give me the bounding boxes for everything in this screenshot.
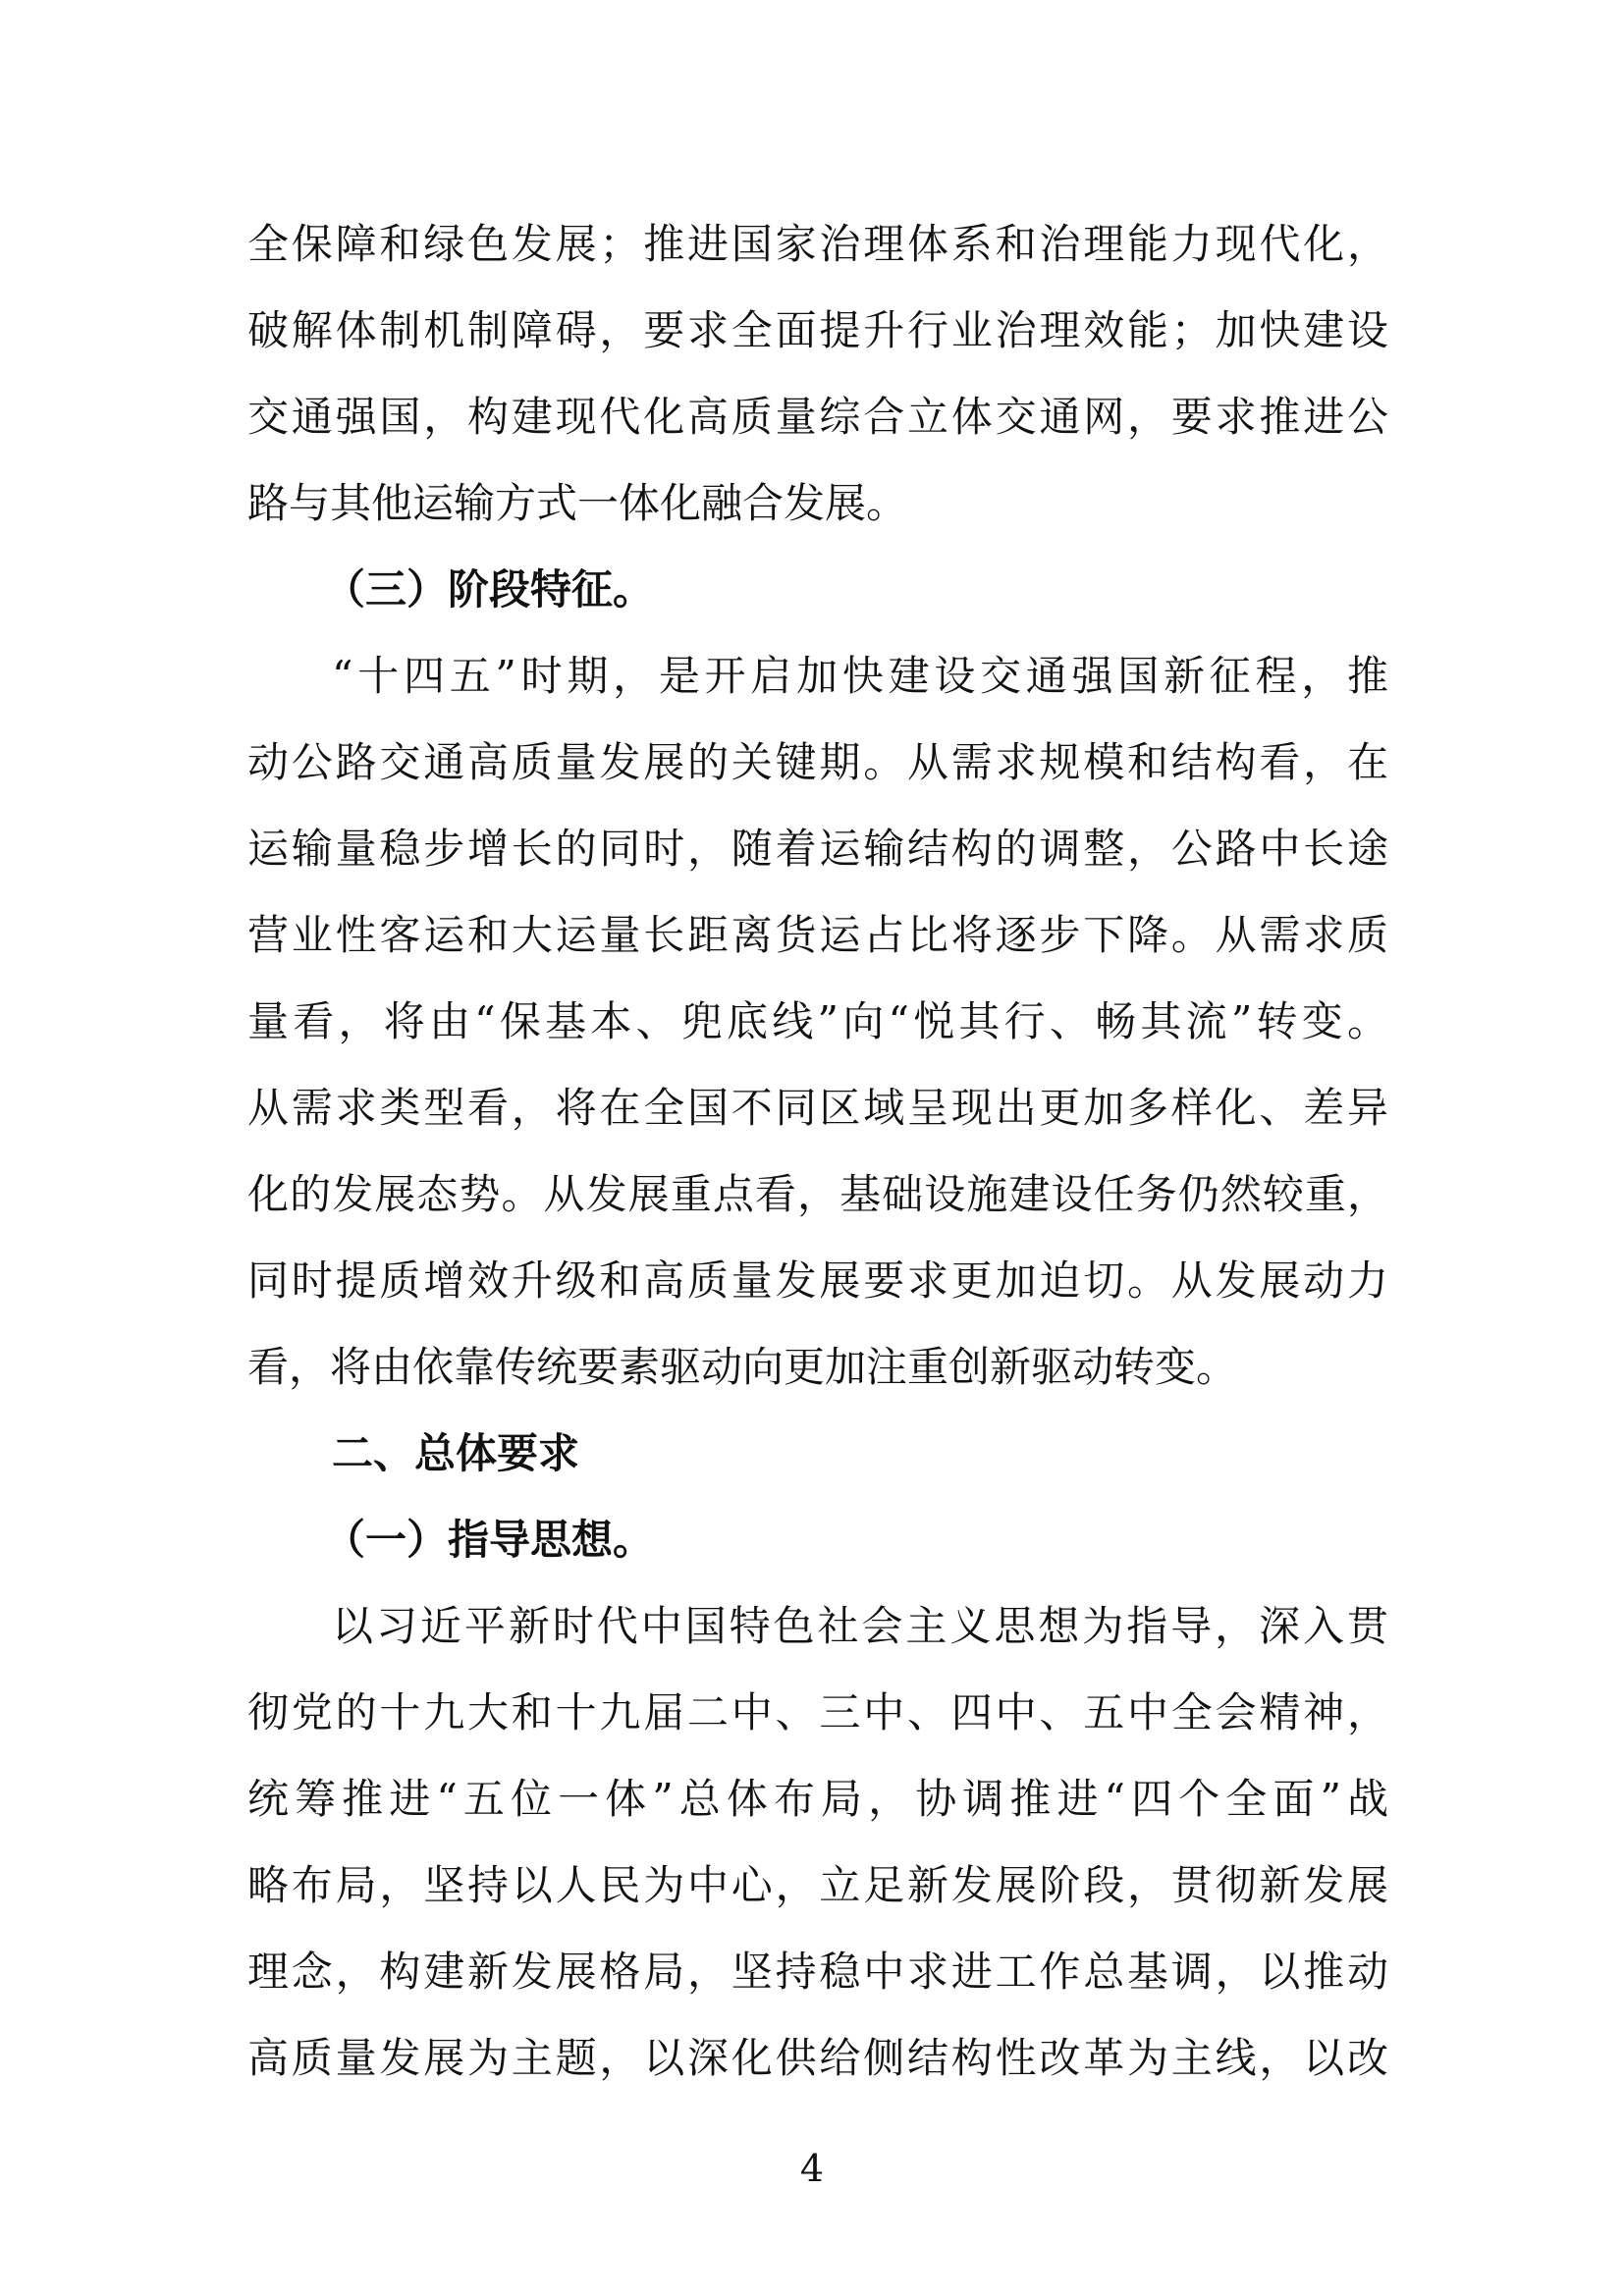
body-text-line: 从需求类型看，将在全国不同区域呈现出更加多样化、差异 bbox=[247, 1084, 1388, 1132]
subsection-heading-stage-features: （三）阶段特征。 bbox=[324, 565, 655, 614]
body-text-line: 路与其他运输方式一体化融合发展。 bbox=[247, 479, 908, 527]
body-text-line: 理念，构建新发展格局，坚持稳中求进工作总基调，以推动 bbox=[247, 1948, 1388, 1996]
body-text-line: 彻党的十九大和十九届二中、三中、四中、五中全会精神， bbox=[247, 1688, 1388, 1736]
page-number: 4 bbox=[799, 2147, 825, 2190]
body-text-line: 高质量发展为主题，以深化供给侧结构性改革为主线，以改 bbox=[247, 2034, 1388, 2082]
body-text-line: 交通强国，构建现代化高质量综合立体交通网，要求推进公 bbox=[247, 393, 1388, 441]
paragraph-first-line: “十四五”时期，是开启加快建设交通强国新征程，推 bbox=[332, 652, 1388, 700]
body-text-line: 全保障和绿色发展；推进国家治理体系和治理能力现代化， bbox=[247, 220, 1388, 268]
body-text-line: 同时提质增效升级和高质量发展要求更加迫切。从发展动力 bbox=[247, 1256, 1388, 1305]
body-text-line: 统筹推进“五位一体”总体布局，协调推进“四个全面”战 bbox=[247, 1775, 1388, 1823]
body-text-line: 运输量稳步增长的同时，随着运输结构的调整，公路中长途 bbox=[247, 825, 1388, 873]
body-text-line: 略布局，坚持以人民为中心，立足新发展阶段，贯彻新发展 bbox=[247, 1861, 1388, 1909]
paragraph-first-line: 以习近平新时代中国特色社会主义思想为指导，深入贯 bbox=[332, 1602, 1388, 1650]
subsection-heading-guiding-ideology: （一）指导思想。 bbox=[324, 1516, 655, 1564]
body-text-line: 破解体制机制障碍，要求全面提升行业治理效能；加快建设 bbox=[247, 306, 1388, 354]
body-text-line: 看，将由依靠传统要素驱动向更加注重创新驱动转变。 bbox=[247, 1343, 1238, 1391]
body-text-line: 动公路交通高质量发展的关键期。从需求规模和结构看，在 bbox=[247, 738, 1388, 786]
body-text-line: 营业性客运和大运量长距离货运占比将逐步下降。从需求质 bbox=[247, 911, 1388, 959]
body-text-line: 化的发展态势。从发展重点看，基础设施建设任务仍然较重， bbox=[247, 1170, 1388, 1218]
section-heading-general-requirements: 二、总体要求 bbox=[332, 1429, 580, 1477]
body-text-line: 量看，将由“保基本、兜底线”向“悦其行、畅其流”转变。 bbox=[247, 997, 1388, 1045]
